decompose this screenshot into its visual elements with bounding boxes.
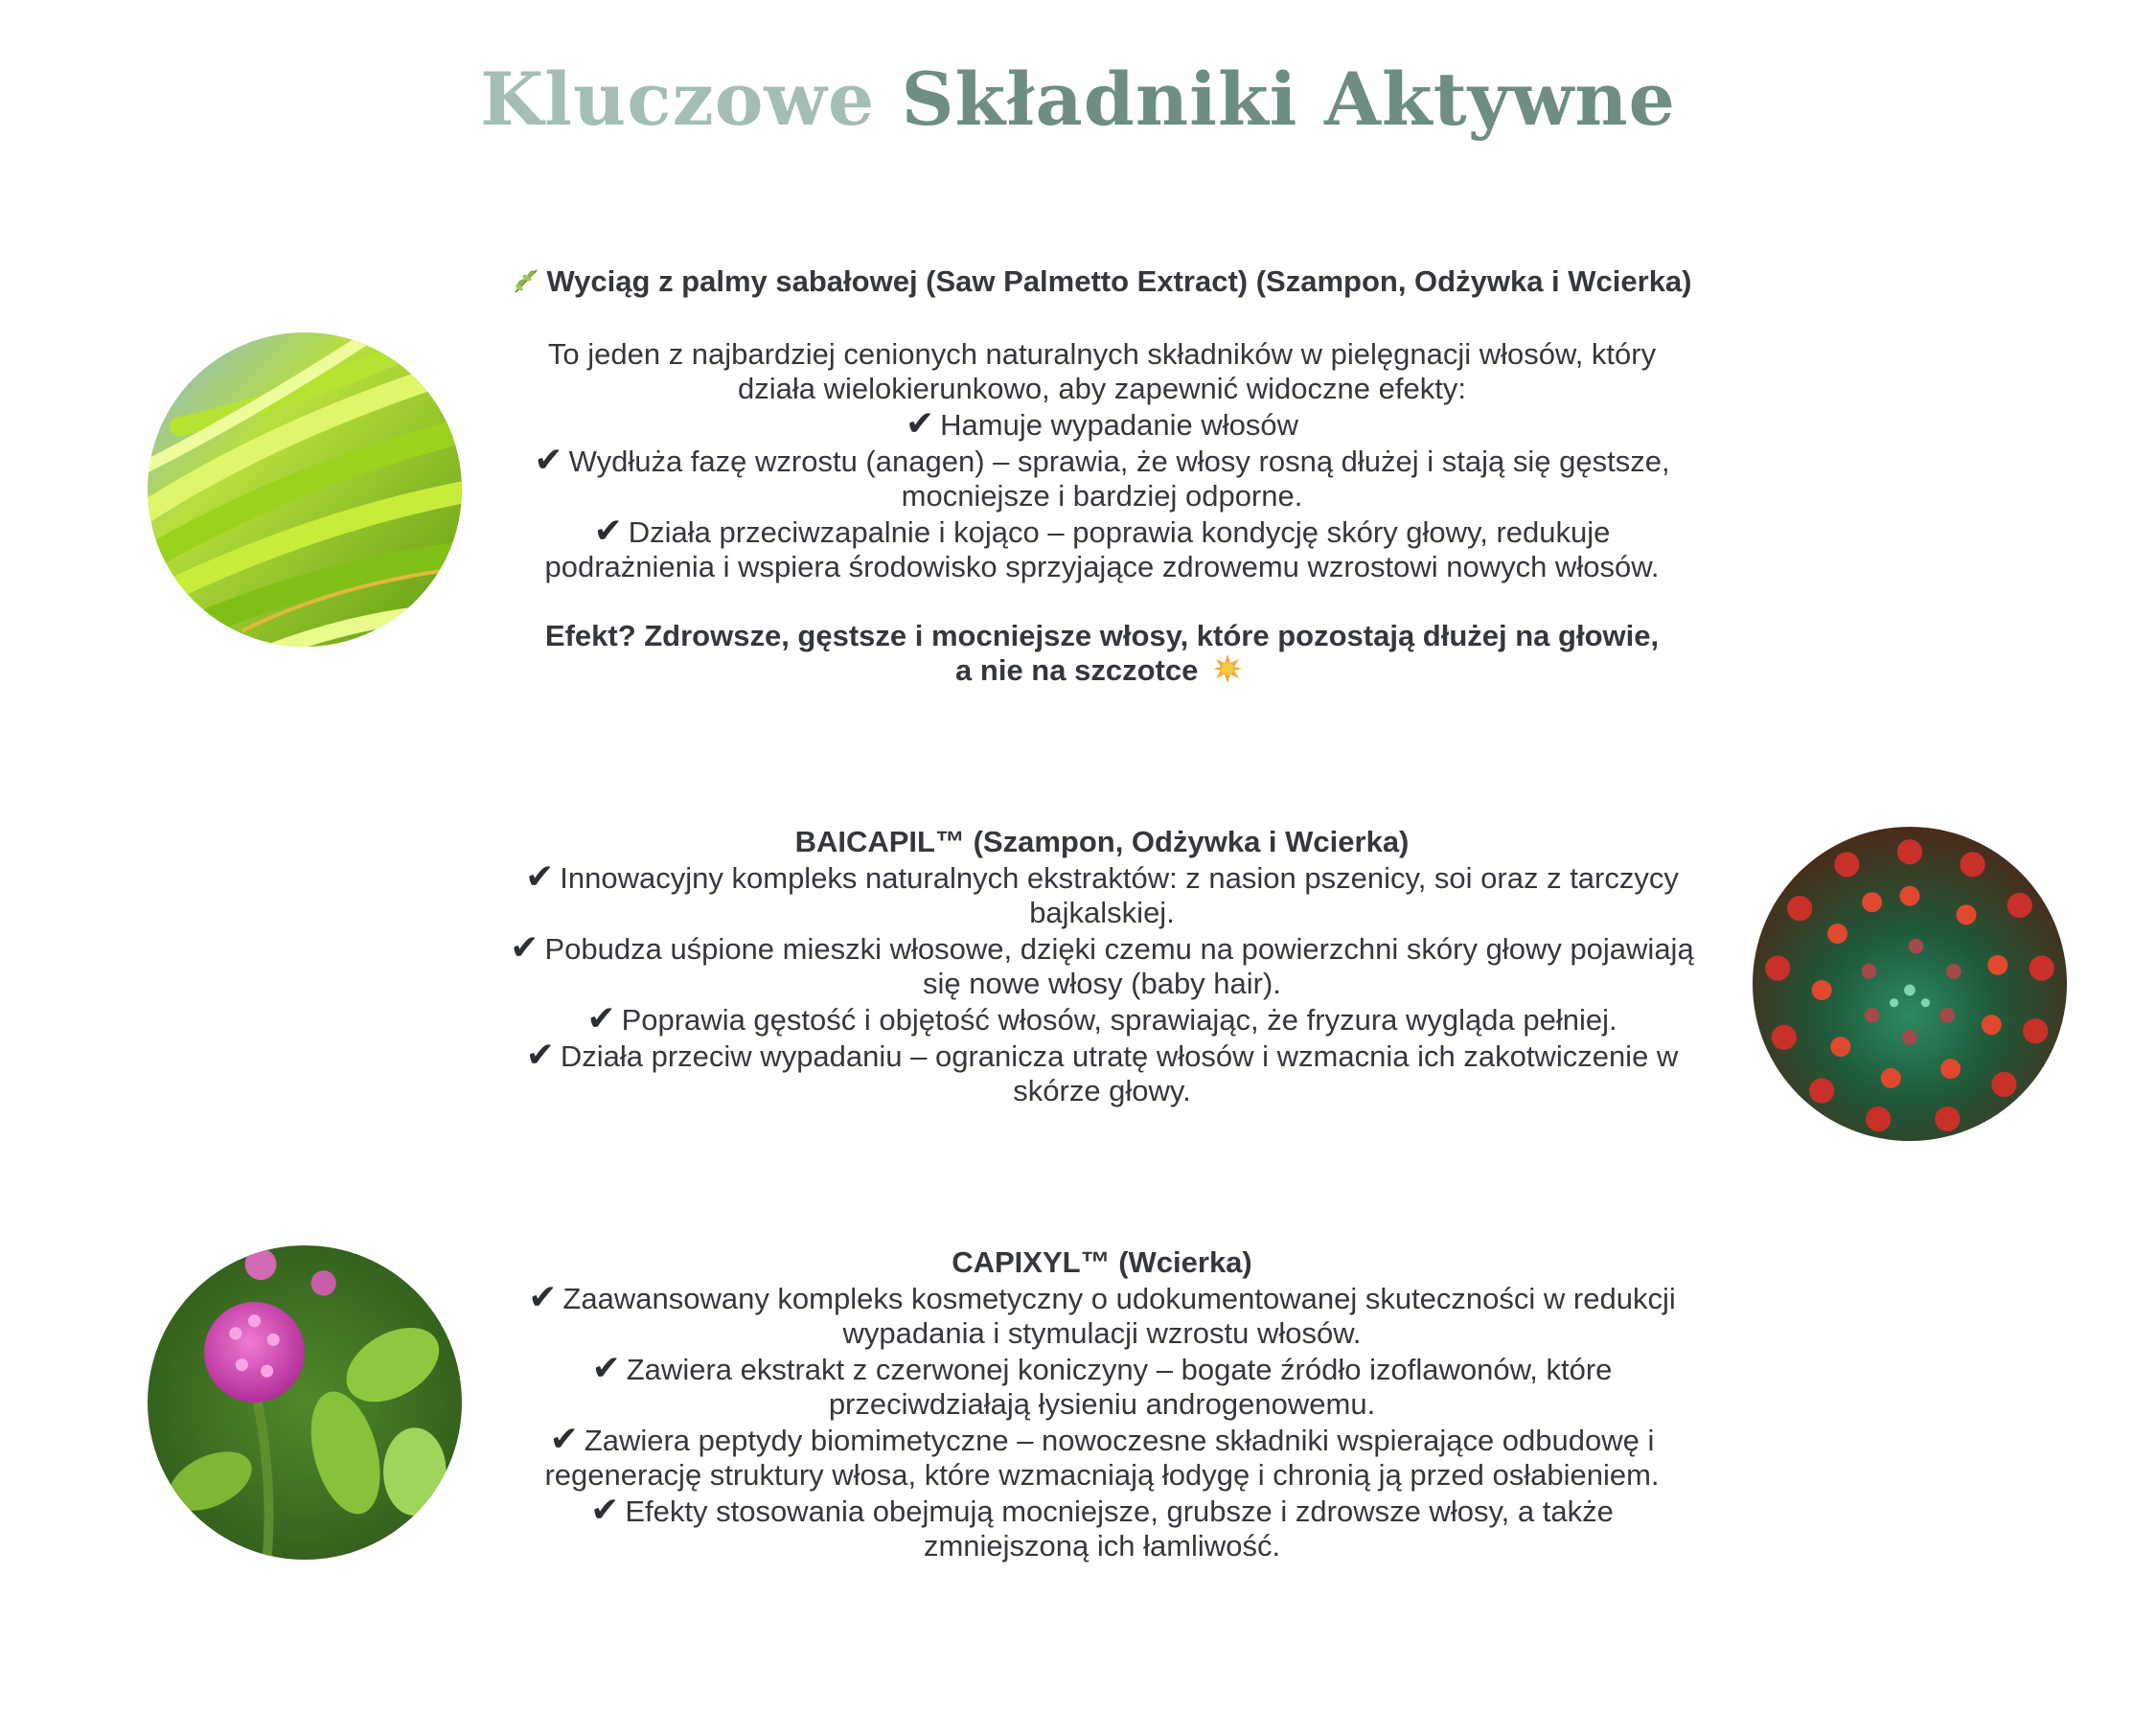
check-icon: ✔ [591, 1348, 621, 1387]
title-part-1: Kluczowe [480, 57, 876, 142]
benefit-item-continuation: się nowe włosy (baby hair). [923, 967, 1281, 1000]
benefit-item: ✔ Efekty stosowania obejmują mocniejsze, grubsze i zdrowsze włosy, a także [590, 1490, 1614, 1529]
benefit-item-continuation: regenerację struktury włosa, które wzmacniają łodygę i chronią ją przed osłabieniem. [544, 1458, 1660, 1492]
check-icon: ✔ [549, 1419, 579, 1458]
check-icon: ✔ [586, 998, 616, 1038]
check-icon: ✔ [525, 1035, 555, 1074]
check-icon: ✔ [534, 440, 563, 479]
benefit-item: ✔ Zawiera peptydy biomimetyczne – nowoczesne składniki wspierające odbudowę i [549, 1419, 1655, 1458]
benefit-item-continuation: mocniejsze i bardziej odporne. [901, 479, 1303, 513]
section-heading: Wyciąg z palmy sabałowej (Saw Palmetto Extract) (Szampon, Odżywka i Wcierka) [479, 264, 1725, 303]
check-icon: ✔ [905, 403, 935, 443]
benefit-item: ✔ Innowacyjny kompleks naturalnych ekstraktów: z nasion pszenicy, soi oraz z tarczycy [525, 856, 1679, 896]
herb-icon [512, 266, 540, 303]
benefit-item-continuation: skórze głowy. [1013, 1074, 1191, 1107]
sun-icon [1212, 653, 1243, 692]
benefit-item: ✔ Działa przeciwzapalnie i kojąco – poprawia kondycję skóry głowy, redukuje [593, 511, 1611, 550]
section-baicapil [479, 825, 1725, 1108]
benefit-item: ✔ Poprawia gęstość i objętość włosów, sprawiając, że fryzura wygląda pełniej. [586, 998, 1617, 1038]
effect-line: Efekt? Zdrowsze, gęstsze i mocniejsze włosy, które pozostają dłużej na głowie, [544, 619, 1660, 652]
check-icon: ✔ [525, 856, 555, 896]
benefit-item: ✔ Hamuje wypadanie włosów [905, 403, 1299, 443]
palm-leaf-photo [148, 332, 462, 647]
section-capixyl [479, 1245, 1725, 1563]
check-icon: ✔ [590, 1490, 620, 1529]
benefit-item-continuation: bajkalskiej. [1029, 896, 1175, 929]
section-heading: CAPIXYL™ (Wcierka) [952, 1245, 1252, 1279]
section-heading: BAICAPIL™ (Szampon, Odżywka i Wcierka) [794, 825, 1410, 858]
benefit-item-continuation: przeciwdziałają łysieniu androgenowemu. [828, 1387, 1376, 1421]
effect-line: a nie na szczotce [479, 653, 1725, 692]
intro-line: To jeden z najbardziej cenionych naturalnych składników w pielęgnacji włosów, który [547, 337, 1657, 371]
page-title [0, 59, 2156, 140]
benefit-item-continuation: wypadania i stymulacji wzrostu włosów. [842, 1316, 1362, 1350]
red-clover-photo [148, 1245, 462, 1560]
succulent-spiral-photo [1753, 827, 2067, 1141]
benefit-item-continuation: podrażnienia i wspiera środowisko sprzyjające zdrowemu wzrostowi nowych włosów. [544, 550, 1660, 583]
intro-line: działa wielokierunkowo, aby zapewnić widoczne efekty: [738, 372, 1466, 405]
benefit-item: ✔ Działa przeciw wypadaniu – ogranicza utratę włosów i wzmacnia ich zakotwiczenie w [525, 1035, 1679, 1074]
check-icon: ✔ [593, 511, 623, 550]
benefit-item: ✔ Wydłuża fazę wzrostu (anagen) – sprawia, że włosy rosną dłużej i stają się gęstsze, [534, 440, 1670, 479]
section-saw-palmetto [479, 264, 1725, 692]
check-icon: ✔ [528, 1277, 558, 1316]
benefit-item: ✔ Pobudza uśpione mieszki włosowe, dzięki czemu na powierzchni skóry głowy pojawiają [510, 927, 1694, 967]
benefit-item-continuation: zmniejszoną ich łamliwość. [923, 1529, 1281, 1563]
benefit-item: ✔ Zaawansowany kompleks kosmetyczny o udokumentowanej skuteczności w redukcji [528, 1277, 1676, 1316]
benefit-item: ✔ Zawiera ekstrakt z czerwonej koniczyny – bogate źródło izoflawonów, które [591, 1348, 1613, 1387]
check-icon: ✔ [510, 927, 539, 967]
title-part-2: Składniki Aktywne [901, 57, 1676, 142]
